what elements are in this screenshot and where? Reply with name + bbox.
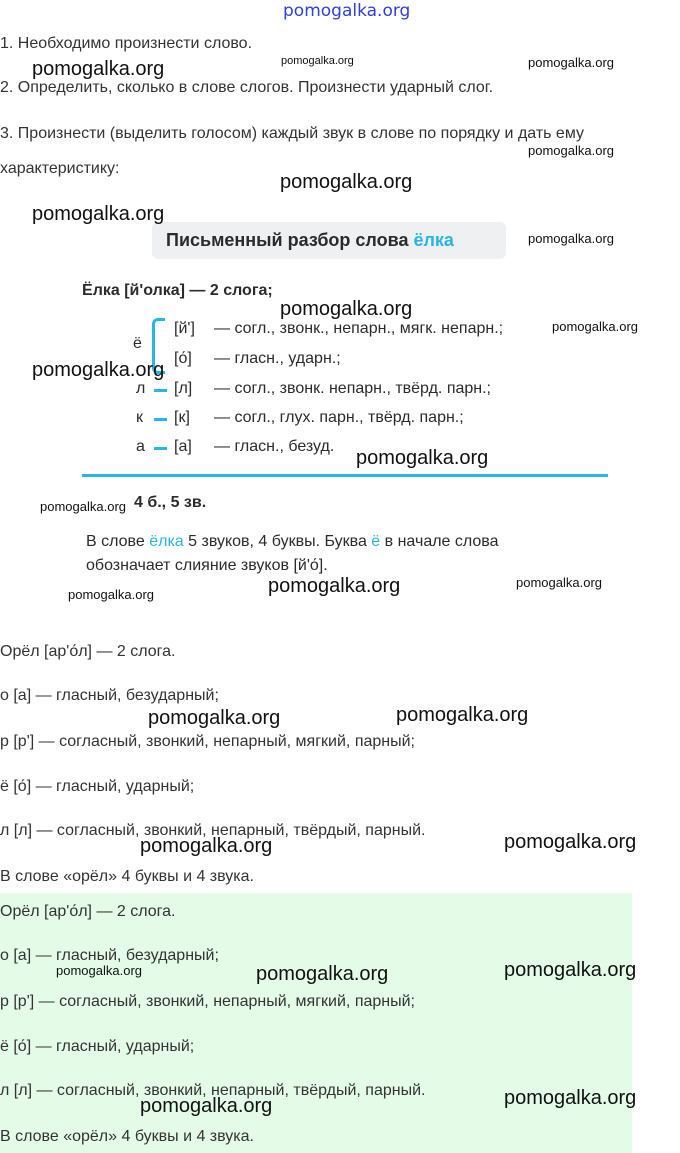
- watermark: pomogalka.org: [504, 1087, 637, 1109]
- watermark: pomogalka.org: [504, 831, 637, 853]
- summary-line-2: обозначает слияние звуков [й'о́].: [86, 557, 328, 574]
- watermark: pomogalka.org: [396, 704, 529, 726]
- card-heading: [166, 230, 454, 251]
- watermark: pomogalka.org: [148, 707, 281, 729]
- watermark: pomogalka.org: [140, 835, 273, 857]
- highlight-block: [0, 893, 632, 1153]
- dash-4: [154, 418, 167, 421]
- watermark-top: pomogalka.org: [283, 1, 411, 21]
- row-desc-1: — согл., звонк., непарн., мягк. непарн.;: [214, 320, 504, 337]
- watermark: pomogalka.org: [68, 587, 154, 602]
- summary-1d: ё: [371, 533, 381, 550]
- watermark: pomogalka.org: [40, 499, 126, 514]
- row-sound-3: [л]: [174, 380, 193, 397]
- watermark: pomogalka.org: [32, 203, 165, 225]
- summary-1e: в начале слова: [380, 533, 499, 550]
- watermark: pomogalka.org: [280, 171, 413, 193]
- dash-3: [154, 389, 167, 392]
- analysis-1-line-5: л [л] — согласный, звонкий, непарный, твёрдый, парный.: [0, 822, 426, 839]
- analysis-2-line-6: В слове «орёл» 4 буквы и 4 звука.: [0, 1128, 254, 1145]
- row-desc-3: — согл., звонк. непарн., твёрд. парн.;: [214, 380, 491, 397]
- watermark: pomogalka.org: [528, 55, 614, 70]
- watermark: pomogalka.org: [256, 963, 389, 985]
- step-3-cont: характеристику:: [0, 160, 120, 177]
- row-desc-4: — согл., глух. парн., твёрд. парн.;: [214, 409, 464, 426]
- analysis-1-line-3: р [р'] — согласный, звонкий, непарный, мягкий, парный;: [0, 733, 415, 750]
- totals: 4 б., 5 зв.: [134, 494, 207, 511]
- summary-1b: ёлка: [149, 533, 184, 550]
- heading-word: ёлка: [413, 230, 454, 250]
- analysis-2-line-3: р [р'] — согласный, звонкий, непарный, мягкий, парный;: [0, 993, 415, 1010]
- analysis-2-line-4: ё [о́] — гласный, ударный;: [0, 1038, 195, 1055]
- analysis-2-line-1: Орёл [ар'о́л] — 2 слога.: [0, 903, 176, 920]
- analysis-1-line-1: Орёл [ар'о́л] — 2 слога.: [0, 643, 176, 660]
- watermark: pomogalka.org: [280, 298, 413, 320]
- watermark: pomogalka.org: [281, 55, 354, 67]
- watermark: pomogalka.org: [356, 447, 489, 469]
- summary-line-1: [86, 533, 499, 551]
- row-letter-1: ё: [133, 335, 142, 352]
- dash-5: [154, 447, 167, 450]
- watermark: pomogalka.org: [140, 1095, 273, 1117]
- watermark: pomogalka.org: [528, 143, 614, 158]
- watermark: pomogalka.org: [528, 231, 614, 246]
- row-sound-1: [й']: [174, 320, 195, 337]
- summary-1a: В слове: [86, 533, 150, 550]
- row-letter-3: л: [136, 380, 146, 397]
- heading-prefix: Письменный разбор слова: [166, 230, 414, 250]
- word-line: [82, 282, 273, 300]
- row-sound-4: [к]: [174, 409, 190, 426]
- row-desc-2: — гласн., ударн.;: [214, 350, 341, 367]
- watermark: pomogalka.org: [32, 359, 165, 381]
- watermark: pomogalka.org: [268, 575, 401, 597]
- watermark: pomogalka.org: [504, 959, 637, 981]
- row-letter-4: к: [136, 409, 143, 426]
- analysis-1-line-4: ё [о́] — гласный, ударный;: [0, 778, 195, 795]
- analysis-2-line-5: л [л] — согласный, звонкий, непарный, твёрдый, парный.: [0, 1082, 426, 1099]
- row-desc-5: — гласн., безуд.: [214, 438, 335, 455]
- step-1: 1. Необходимо произнести слово.: [0, 35, 253, 52]
- analysis-2-line-2: о [а] — гласный, безударный;: [0, 947, 219, 964]
- analysis-1-line-2: о [а] — гласный, безударный;: [0, 687, 219, 704]
- watermark: pomogalka.org: [516, 575, 602, 590]
- row-sound-5: [а]: [174, 438, 192, 455]
- word-line-text: Ёлка [й'олка] — 2 слога;: [82, 282, 273, 299]
- step-3: 3. Произнести (выделить голосом) каждый звук в слове по порядку и дать ему: [0, 125, 585, 142]
- watermark: pomogalka.org: [32, 58, 165, 80]
- summary-1c: 5 звуков, 4 буквы. Буква: [183, 533, 372, 550]
- step-2: 2. Определить, сколько в слове слогов. Произнести ударный слог.: [0, 79, 494, 96]
- row-letter-5: а: [136, 438, 145, 455]
- watermark: pomogalka.org: [56, 963, 142, 978]
- analysis-1-line-6: В слове «орёл» 4 буквы и 4 звука.: [0, 868, 254, 885]
- divider: [82, 474, 608, 477]
- watermark: pomogalka.org: [552, 319, 638, 334]
- row-sound-2: [о́]: [174, 350, 192, 367]
